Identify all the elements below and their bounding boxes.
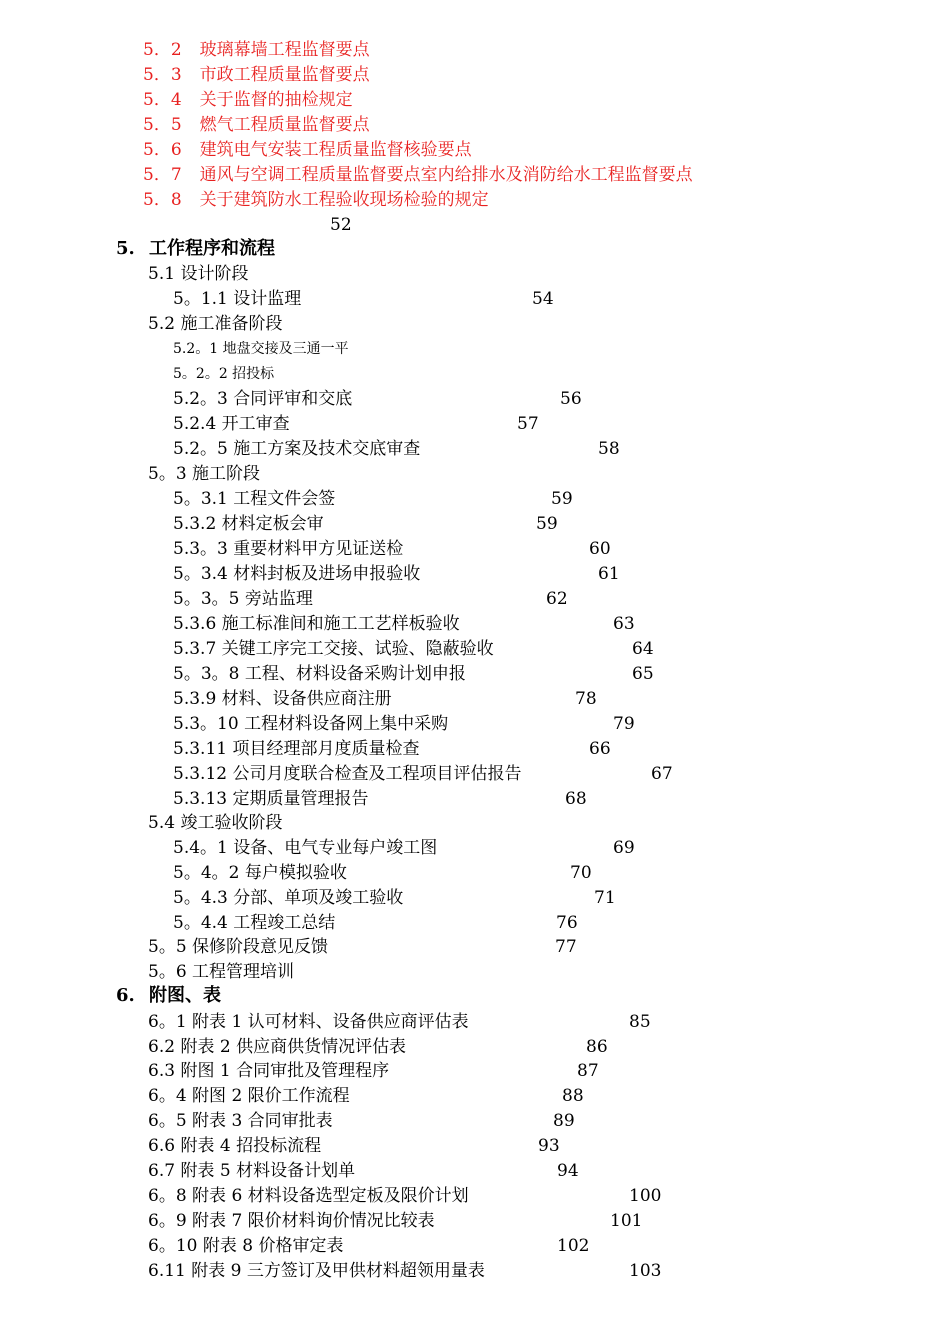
page-number: 85 [629,1012,651,1032]
toc-entry-title: 5.4 竣工验收阶段 [148,813,283,833]
toc-entry-title: 5。3.1 工程文件会签 [173,489,336,509]
toc-entry-title: 6.3 附图 1 合同审批及管理程序 [148,1061,390,1081]
toc-entry-title: 5.3.11 项目经理部月度质量检查 [173,739,420,759]
toc-entry[interactable] [148,1035,406,1059]
toc-entry-5-5[interactable] [143,113,370,137]
toc-entry-title: 通风与空调工程质量监督要点室内给排水及消防给水工程监督要点 [199,165,693,185]
toc-entry-title: 6.2 附表 2 供应商供货情况评估表 [148,1037,407,1057]
toc-entry[interactable] [173,861,347,885]
toc-entry[interactable] [173,637,494,661]
toc-entry[interactable] [148,1010,469,1034]
toc-entry[interactable] [148,1134,321,1158]
section-heading-5 [116,237,275,261]
page-number: 71 [594,888,616,908]
section-title: 附图、表 [149,985,221,1006]
toc-entry-title: 6。9 附表 7 限价材料询价情况比较表 [148,1211,435,1231]
toc-entry-5-6[interactable] [143,138,472,162]
toc-entry-5-3[interactable] [143,63,370,87]
page-number: 67 [651,764,673,784]
toc-entry-title: 6。10 附表 8 价格审定表 [148,1236,344,1256]
toc-entry[interactable] [173,437,420,461]
toc-entry-title: 关于监督的抽检规定 [199,90,353,110]
toc-entry-title: 5。5 保修阶段意见反馈 [148,937,329,957]
section-title: 工作程序和流程 [149,238,275,259]
toc-entry[interactable] [173,737,419,761]
section-number: 5. [116,238,135,259]
toc-entry-number: 5．8 [143,190,182,210]
toc-entry[interactable] [173,412,290,436]
toc-entry-title: 6.7 附表 5 材料设备计划单 [148,1161,356,1181]
page-number: 59 [536,514,558,534]
toc-entry-title: 5.2。1 地盘交接及三通一平 [173,341,349,357]
page-number: 56 [560,389,582,409]
toc-entry-title: 5。2。2 招投标 [173,366,275,382]
page-number: 89 [553,1111,575,1131]
toc-entry[interactable] [148,811,282,835]
page-number: 102 [557,1236,590,1256]
toc-entry[interactable] [173,762,521,786]
toc-entry[interactable] [148,1109,333,1133]
page-number: 100 [629,1186,662,1206]
toc-entry-number: 5．6 [143,140,182,160]
toc-entry[interactable] [148,312,282,336]
toc-entry-title: 6。5 附表 3 合同审批表 [148,1111,333,1131]
toc-entry-title: 5.3.2 材料定板会审 [173,514,324,534]
page-number: 62 [546,589,568,609]
page-number: 69 [613,838,635,858]
toc-entry-title: 5。4.3 分部、单项及竣工验收 [173,888,404,908]
toc-entry-5-8[interactable] [143,188,489,212]
toc-entry-number: 5．3 [143,65,182,85]
toc-entry-title: 5。3.4 材料封板及进场申报验收 [173,564,421,584]
page-number: 101 [610,1211,643,1231]
toc-entry-title: 6.11 附表 9 三方签订及甲供材料超领用量表 [148,1261,485,1281]
toc-entry-5-7[interactable] [143,163,693,187]
toc-entry-title: 5.2 施工准备阶段 [148,314,283,334]
toc-entry-title: 5。1.1 设计监理 [173,289,302,309]
page-number: 58 [598,439,620,459]
toc-entry-number: 5．2 [143,40,182,60]
page-number: 60 [589,539,611,559]
toc-entry-title: 6.6 附表 4 招投标流程 [148,1136,322,1156]
toc-entry[interactable] [148,1209,435,1233]
toc-entry-title: 建筑电气安装工程质量监督核验要点 [199,140,472,160]
toc-entry-title: 5.2。5 施工方案及技术交底审查 [173,439,421,459]
toc-entry-number: 5．5 [143,115,182,135]
page-number: 93 [538,1136,560,1156]
toc-entry-title: 5.3.9 材料、设备供应商注册 [173,689,392,709]
section-heading-6 [116,984,221,1008]
toc-entry[interactable] [173,487,335,511]
toc-entry-title: 5.3.6 施工标准间和施工工艺样板验收 [173,614,460,634]
toc-entry-title: 5.2。3 合同评审和交底 [173,389,353,409]
toc-entry[interactable] [148,1059,389,1083]
toc-entry-5-4[interactable] [143,88,353,112]
toc-entry-title: 5.1 设计阶段 [148,264,249,284]
toc-entry-title: 玻璃幕墙工程监督要点 [199,40,370,60]
toc-entry[interactable] [173,512,324,536]
toc-entry-title: 5。3。8 工程、材料设备采购计划申报 [173,664,466,684]
toc-entry[interactable] [173,537,403,561]
page-number: 66 [589,739,611,759]
toc-entry[interactable] [173,687,392,711]
toc-entry[interactable] [148,1184,469,1208]
page-number: 79 [613,714,635,734]
toc-entry-title: 5.3。10 工程材料设备网上集中采购 [173,714,449,734]
page-number: 88 [562,1086,584,1106]
toc-entry-title: 市政工程质量监督要点 [199,65,370,85]
toc-entry-title: 5。4。2 每户模拟验收 [173,863,347,883]
toc-entry-title: 5.3。3 重要材料甲方见证送检 [173,539,404,559]
toc-entry[interactable] [173,886,403,910]
toc-entry[interactable] [173,562,420,586]
section-number: 6. [116,985,135,1006]
page-number: 70 [570,863,592,883]
toc-entry-title: 5。3 施工阶段 [148,464,261,484]
toc-entry-title: 6。8 附表 6 材料设备选型定板及限价计划 [148,1186,469,1206]
toc-entry[interactable] [173,587,313,611]
toc-entry-5-2[interactable] [143,38,370,62]
toc-entry-number: 5．4 [143,90,182,110]
toc-entry-title: 燃气工程质量监督要点 [199,115,370,135]
page-number: 78 [575,689,597,709]
toc-entry-title: 5.3.7 关键工序完工交接、试验、隐蔽验收 [173,639,494,659]
toc-entry-number: 5．7 [143,165,182,185]
toc-entry[interactable] [173,387,352,411]
page-number: 64 [632,639,654,659]
toc-entry[interactable] [148,1259,485,1283]
page-number: 86 [586,1037,608,1057]
page-number: 61 [598,564,620,584]
page-number: 76 [556,913,578,933]
toc-entry-title: 5。4.4 工程竣工总结 [173,913,336,933]
page-number: 57 [517,414,539,434]
toc-entry[interactable] [148,1159,355,1183]
toc-entry[interactable] [148,935,328,959]
toc-entry[interactable] [173,337,349,361]
toc-entry-title: 5。3。5 旁站监理 [173,589,313,609]
toc-entry[interactable] [173,287,301,311]
toc-entry-title: 5.3.13 定期质量管理报告 [173,789,369,809]
page-number: 65 [632,664,654,684]
toc-entry[interactable] [148,462,260,486]
toc-entry[interactable] [148,1084,350,1108]
toc-entry-title: 5.2.4 开工审查 [173,414,290,434]
toc-entry[interactable] [173,911,335,935]
toc-entry[interactable] [173,712,448,736]
toc-entry-title: 6。1 附表 1 认可材料、设备供应商评估表 [148,1012,469,1032]
toc-entry[interactable] [173,836,437,860]
toc-entry-title: 5.4。1 设备、电气专业每户竣工图 [173,838,438,858]
page-number: 103 [629,1261,662,1281]
toc-entry-title: 6。4 附图 2 限价工作流程 [148,1086,350,1106]
toc-entry[interactable] [173,662,466,686]
toc-entry[interactable] [148,262,248,286]
toc-entry-title: 5。6 工程管理培训 [148,962,295,982]
toc-entry[interactable] [148,960,294,984]
toc-entry[interactable] [173,787,368,811]
page-number: 54 [532,289,554,309]
page-number: 87 [577,1061,599,1081]
page-number: 52 [330,215,352,235]
page-number: 68 [565,789,587,809]
page-number: 94 [557,1161,579,1181]
toc-entry-title: 关于建筑防水工程验收现场检验的规定 [199,190,489,210]
toc-entry[interactable] [173,362,274,386]
page-number: 77 [555,937,577,957]
page-number: 59 [551,489,573,509]
toc-entry-title: 5.3.12 公司月度联合检查及工程项目评估报告 [173,764,522,784]
page-number: 63 [613,614,635,634]
toc-entry[interactable] [173,612,460,636]
toc-entry[interactable] [148,1234,343,1258]
